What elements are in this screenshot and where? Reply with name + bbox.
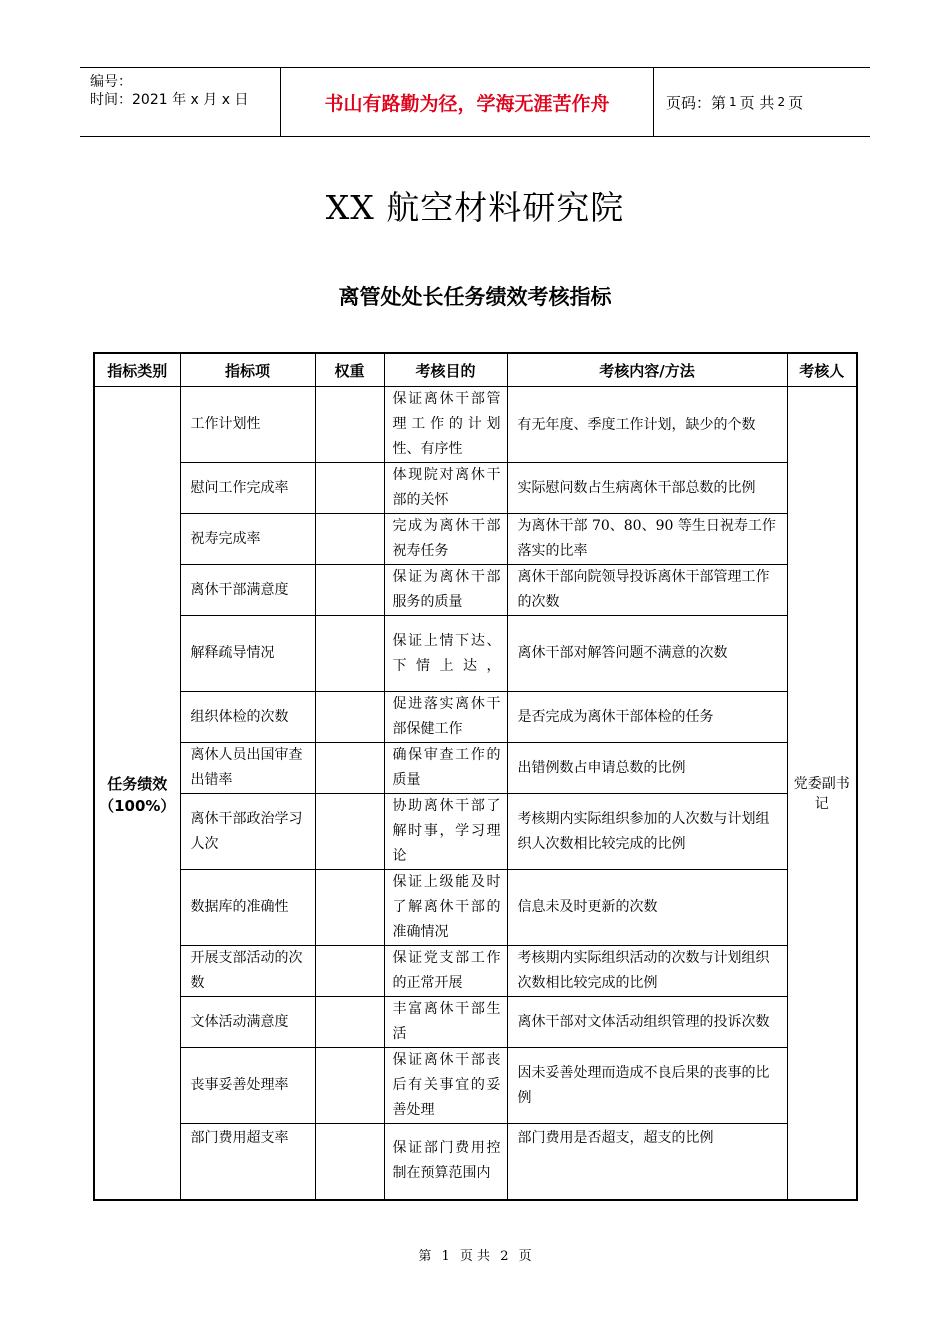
header-reviewer: 考核人 — [787, 353, 857, 387]
motto: 书山有路勤为径，学海无涯苦作舟 — [281, 68, 654, 136]
goal-cell: 促进落实离休干部保健工作 — [384, 692, 507, 743]
weight-cell — [315, 514, 384, 565]
item-cell: 离休干部满意度 — [180, 565, 315, 616]
method-cell: 离休干部向院领导投诉离休干部管理工作的次数 — [507, 565, 787, 616]
item-cell: 组织体检的次数 — [180, 692, 315, 743]
method-cell: 信息未及时更新的次数 — [507, 870, 787, 946]
item-cell: 开展支部活动的次数 — [180, 946, 315, 997]
table-row — [94, 946, 857, 997]
item-cell: 解释疏导情况 — [180, 616, 315, 692]
table-header-row — [94, 353, 857, 387]
weight-cell — [315, 946, 384, 997]
time-label: 时间：2021 年 x 月 x 日 — [90, 92, 249, 108]
item-cell: 丧事妥善处理率 — [180, 1048, 315, 1124]
page-suffix: 页 — [788, 93, 804, 112]
footer-prefix: 第 — [418, 1249, 432, 1264]
method-cell: 部门费用是否超支，超支的比例 — [507, 1124, 787, 1200]
table-row — [94, 997, 857, 1048]
header-item: 指标项 — [180, 353, 315, 387]
table-row — [94, 870, 857, 946]
header-method: 考核内容/方法 — [507, 353, 787, 387]
table-row — [94, 692, 857, 743]
weight-cell — [315, 1124, 384, 1200]
weight-cell — [315, 794, 384, 870]
method-cell: 考核期内实际组织参加的人次数与计划组织人次数相比较完成的比例 — [507, 794, 787, 870]
goal-cell: 保证部门费用控制在预算范围内 — [384, 1124, 507, 1200]
item-cell: 文体活动满意度 — [180, 997, 315, 1048]
page-footer — [0, 1245, 950, 1264]
item-cell: 部门费用超支率 — [180, 1124, 315, 1200]
table-row — [94, 616, 857, 692]
page-prefix: 页码：第 — [666, 93, 727, 112]
goal-cell: 丰富离休干部生活 — [384, 997, 507, 1048]
weight-cell — [315, 463, 384, 514]
weight-cell — [315, 565, 384, 616]
item-cell: 数据库的准确性 — [180, 870, 315, 946]
goal-cell: 完成为离休干部祝寿任务 — [384, 514, 507, 565]
page-number: 1 — [729, 95, 737, 109]
item-cell: 离休干部政治学习人次 — [180, 794, 315, 870]
table-row — [94, 565, 857, 616]
weight-cell — [315, 387, 384, 463]
page-indicator — [654, 68, 870, 136]
goal-cell: 确保审查工作的质量 — [384, 743, 507, 794]
footer-page-number: 1 — [441, 1249, 450, 1264]
page-mid: 页 共 — [739, 93, 775, 112]
method-cell: 有无年度、季度工作计划，缺少的个数 — [507, 387, 787, 463]
goal-cell: 协助离休干部了解时事，学习理论 — [384, 794, 507, 870]
item-cell: 祝寿完成率 — [180, 514, 315, 565]
weight-cell — [315, 997, 384, 1048]
category-cell — [94, 387, 180, 1200]
table-row — [94, 514, 857, 565]
code-label: 编号： — [90, 74, 132, 90]
footer-page-total: 2 — [500, 1249, 509, 1264]
table-row — [94, 387, 857, 463]
goal-cell: 保证党支部工作的正常开展 — [384, 946, 507, 997]
method-cell: 因未妥善处理而造成不良后果的丧事的比例 — [507, 1048, 787, 1124]
method-cell: 是否完成为离休干部体检的任务 — [507, 692, 787, 743]
page-header — [80, 67, 870, 137]
category-percent: （100%） — [99, 796, 176, 815]
goal-cell: 保证为离休干部服务的质量 — [384, 565, 507, 616]
goal-cell: 保证上情下达、下情上达， — [384, 616, 507, 692]
method-cell: 为离休干部 70、80、90 等生日祝寿工作落实的比率 — [507, 514, 787, 565]
weight-cell — [315, 870, 384, 946]
item-cell: 慰问工作完成率 — [180, 463, 315, 514]
category-label: 任务绩效 — [107, 774, 168, 793]
table-row — [94, 1048, 857, 1124]
header-meta — [80, 68, 281, 136]
weight-cell — [315, 1048, 384, 1124]
header-goal: 考核目的 — [384, 353, 507, 387]
header-weight: 权重 — [315, 353, 384, 387]
table-row — [94, 463, 857, 514]
method-cell: 离休干部对解答问题不满意的次数 — [507, 616, 787, 692]
footer-suffix: 页 — [518, 1249, 532, 1264]
table-row — [94, 743, 857, 794]
item-cell: 工作计划性 — [180, 387, 315, 463]
item-cell: 离休人员出国审查出错率 — [180, 743, 315, 794]
method-cell: 离休干部对文体活动组织管理的投诉次数 — [507, 997, 787, 1048]
goal-cell: 体现院对离休干部的关怀 — [384, 463, 507, 514]
kpi-table — [93, 352, 858, 1201]
reviewer-cell: 党委副书记 — [787, 387, 857, 1200]
table-row — [94, 1124, 857, 1200]
footer-mid: 页 共 — [459, 1249, 491, 1264]
goal-cell: 保证上级能及时了解离休干部的准确情况 — [384, 870, 507, 946]
weight-cell — [315, 616, 384, 692]
weight-cell — [315, 743, 384, 794]
goal-cell: 保证离休干部丧后有关事宜的妥善处理 — [384, 1048, 507, 1124]
method-cell: 考核期内实际组织活动的次数与计划组织次数相比较完成的比例 — [507, 946, 787, 997]
method-cell: 出错例数占申请总数的比例 — [507, 743, 787, 794]
method-cell: 实际慰问数占生病离休干部总数的比例 — [507, 463, 787, 514]
table-row — [94, 794, 857, 870]
weight-cell — [315, 692, 384, 743]
goal-cell: 保证离休干部管理工作的计划性、有序性 — [384, 387, 507, 463]
page-total: 2 — [777, 95, 786, 109]
org-title: XX 航空材料研究院 — [325, 188, 625, 227]
document-title: 离管处处长任务绩效考核指标 — [338, 285, 612, 309]
header-category: 指标类别 — [94, 353, 180, 387]
